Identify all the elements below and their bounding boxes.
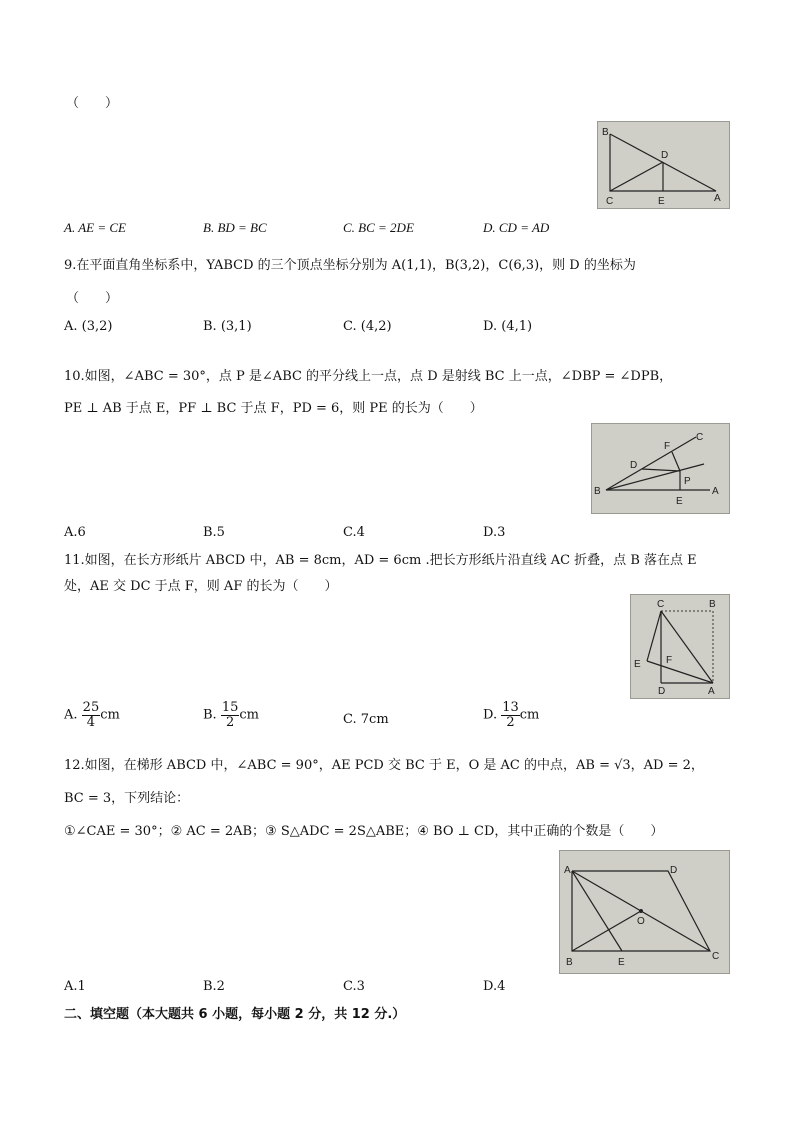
q8-label-e: E <box>658 196 665 207</box>
q11-label-b: B <box>709 599 716 610</box>
q9-option-c: C. (4,2) <box>343 319 392 334</box>
q12-label-a: A <box>564 865 571 876</box>
q11-label-f: F <box>666 655 673 666</box>
q10-figure <box>591 423 730 514</box>
q10-angle-diagram <box>592 424 729 513</box>
q9-option-d: D. (4,1) <box>483 319 533 334</box>
q8-label-c: C <box>606 196 614 207</box>
q11-line1: 11.如图，在长方形纸片 ABCD 中，AB = 8cm，AD = 6cm .把长方形纸片沿直线 AC 折叠，点 B 落在点 E <box>64 553 697 568</box>
q10-label-c: C <box>696 432 704 443</box>
q11-label-d: D <box>658 686 666 697</box>
q10-label-a: A <box>712 486 719 497</box>
q12-label-d: D <box>670 865 678 876</box>
q11-figure <box>630 594 730 699</box>
q8-paren: （ ） <box>66 96 119 111</box>
q10-label-f: F <box>664 441 671 452</box>
q12-line2: BC = 3，下列结论： <box>64 791 190 806</box>
q12-option-a: A.1 <box>64 979 86 994</box>
section-2-heading: 二、填空题（本大题共 6 小题，每小题 2 分，共 12 分.） <box>64 1007 406 1022</box>
q10-option-b: B.5 <box>203 525 225 540</box>
q9-option-b: B. (3,1) <box>203 319 252 334</box>
q12-figure <box>559 850 730 974</box>
q12-line1: 12.如图，在梯形 ABCD 中，∠ABC = 90°，AE PCD 交 BC 于 E，O 是 AC 的中点，AB = √3，AD = 2， <box>64 758 704 773</box>
q12-label-b: B <box>566 957 573 968</box>
q12-label-o: O <box>637 916 645 927</box>
q8-option-d: D. CD = AD <box>483 220 550 235</box>
q12-line3: ①∠CAE = 30°；② AC = 2AB；③ S△ADC = 2S△ABE；④ BO ⊥ CD，其中正确的个数是（ ） <box>64 824 664 839</box>
q10-label-e: E <box>676 496 683 507</box>
q8-option-a: A. AE = CE <box>64 220 126 235</box>
q8-label-d: D <box>661 150 669 161</box>
q12-trapezoid-diagram <box>560 851 729 973</box>
q8-label-b: B <box>602 127 609 138</box>
q11-label-e: E <box>634 659 641 670</box>
q12-option-c: C.3 <box>343 979 365 994</box>
q11-option-a: A. $\frac{25}{4}$ cm <box>64 700 120 730</box>
q8-option-b: B. BD = BC <box>203 220 267 235</box>
q8-figure <box>597 121 730 209</box>
q11-option-c: C. 7cm <box>343 712 389 727</box>
q11-option-d: D. $\frac{13}{2}$ cm <box>483 700 540 730</box>
q11-line2: 处，AE 交 DC 于点 F，则 AF 的长为（ ） <box>64 579 338 594</box>
q11-label-a: A <box>708 686 715 697</box>
q12-option-b: B.2 <box>203 979 225 994</box>
q11-option-b: B. $\frac{15}{2}$ cm <box>203 700 259 730</box>
q10-option-c: C.4 <box>343 525 365 540</box>
q9-stem: 9.在平面直角坐标系中，YABCD 的三个顶点坐标分别为 A(1,1)，B(3,2)，C(6,3)，则 D 的坐标为 <box>64 258 636 273</box>
q10-label-d: D <box>630 460 638 471</box>
q10-line2: PE ⊥ AB 于点 E，PF ⊥ BC 于点 F，PD = 6，则 PE 的长为（ ） <box>64 401 483 416</box>
q8-triangle-diagram <box>598 122 729 208</box>
q8-label-a: A <box>714 193 721 204</box>
q8-option-c: C. BC = 2DE <box>343 220 414 235</box>
q10-line1: 10.如图，∠ABC = 30°，点 P 是∠ABC 的平分线上一点，点 D 是射线 BC 上一点，∠DBP = ∠DPB， <box>64 369 673 384</box>
q10-option-d: D.3 <box>483 525 506 540</box>
q9-option-a: A. (3,2) <box>64 319 113 334</box>
q10-label-b: B <box>594 486 601 497</box>
q11-rectangle-fold-diagram <box>631 595 729 698</box>
q9-paren: （ ） <box>66 291 119 306</box>
q11-label-c: C <box>657 599 665 610</box>
q10-option-a: A.6 <box>64 525 86 540</box>
q12-label-c: C <box>712 951 720 962</box>
q10-label-p: P <box>684 476 691 487</box>
q12-option-d: D.4 <box>483 979 506 994</box>
q12-label-e: E <box>618 957 625 968</box>
